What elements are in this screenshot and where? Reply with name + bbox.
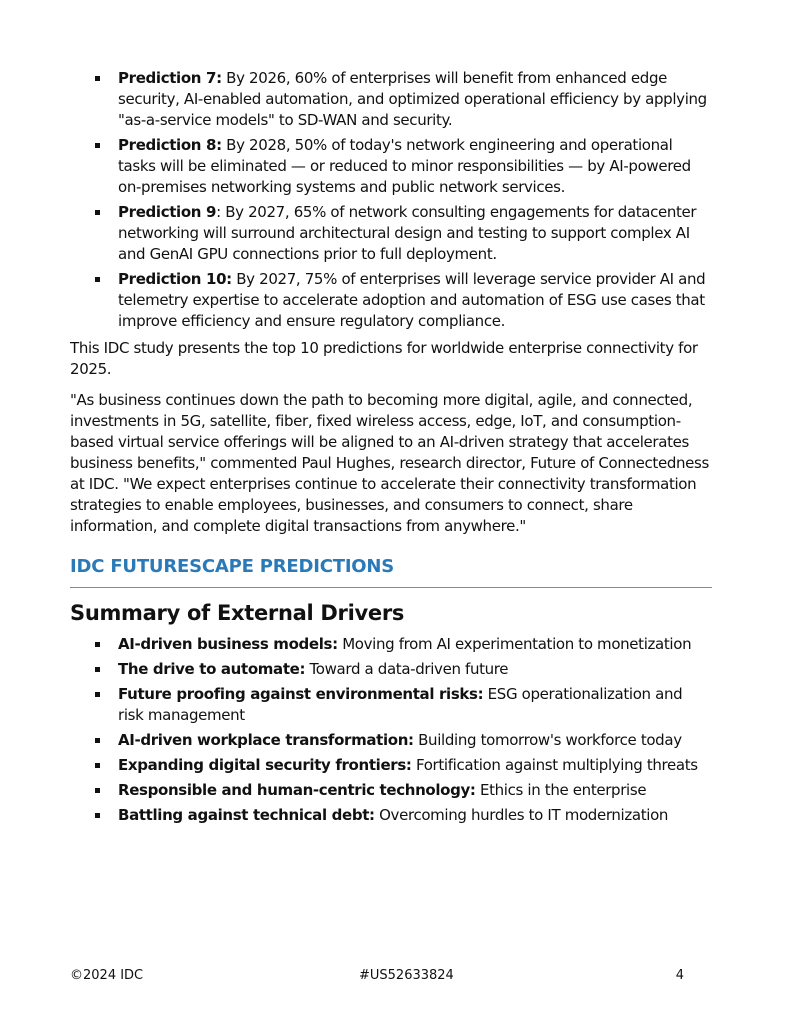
driver-item: [70, 755, 712, 776]
prediction-text: By 2028, 50% of today's network engineering and operational tasks will be eliminated — or reduced to minor responsibilities — by AI-powered on-premises networking systems and public network services.: [118, 136, 691, 196]
driver-item: [70, 634, 712, 655]
prediction-text: By 2026, 60% of enterprises will benefit from enhanced edge security, AI-enabled automation, and optimized operational efficiency by applying "as-a-service models" to SD-WAN and security.: [118, 69, 707, 129]
drivers-list: [70, 634, 712, 826]
square-bullet-icon: [95, 76, 100, 81]
driver-item: [70, 780, 712, 801]
square-bullet-icon: [95, 813, 100, 818]
analyst-quote-paragraph: "As business continues down the path to becoming more digital, agile, and connected, investments in 5G, satellite, fiber, fixed wireless access, edge, IoT, and consumption-based virtual service offerings will be aligned to an AI-driven strategy that accelerates business benefits," commented Paul Hughes, research director, Future of Connectedness at IDC. "We expect enterprises continue to accelerate their connectivity transformation strategies to enable employees, businesses, and consumers to connect, share information, and complete digital transactions from anywhere.": [70, 391, 709, 535]
driver-text: Ethics in the enterprise: [475, 781, 647, 799]
predictions-list: [70, 68, 712, 332]
prediction-item: [70, 202, 712, 265]
prediction-text: : By 2027, 65% of network consulting engagements for datacenter networking will surround architectural design and testing to support complex AI and GenAI GPU connections prior to full deployment.: [118, 203, 697, 263]
document-page: [70, 68, 712, 830]
footer-document-id: #US52633824: [359, 968, 454, 983]
driver-label: Battling against technical debt:: [118, 806, 375, 824]
driver-label: The drive to automate:: [118, 660, 306, 678]
driver-item: [70, 730, 712, 751]
square-bullet-icon: [95, 210, 100, 215]
prediction-item: [70, 135, 712, 198]
prediction-label: Prediction 7:: [118, 69, 222, 87]
prediction-item: [70, 68, 712, 131]
driver-label: Future proofing against environmental risks:: [118, 685, 484, 703]
square-bullet-icon: [95, 788, 100, 793]
driver-label: AI-driven business models:: [118, 635, 338, 653]
subsection-heading: Summary of External Drivers: [70, 601, 405, 625]
driver-label: Responsible and human-centric technology:: [118, 781, 476, 799]
driver-text: Moving from AI experimentation to monetization: [337, 635, 692, 653]
prediction-text: By 2027, 75% of enterprises will leverage service provider AI and telemetry expertise to accelerate adoption and automation of ESG use cases that improve efficiency and ensure regulatory compliance.: [118, 270, 706, 330]
square-bullet-icon: [95, 642, 100, 647]
driver-item: [70, 659, 712, 680]
driver-label: Expanding digital security frontiers:: [118, 756, 412, 774]
driver-text: ESG operationalization and risk management: [118, 685, 683, 724]
driver-item: [70, 805, 712, 826]
prediction-item: [70, 269, 712, 332]
driver-text: Overcoming hurdles to IT modernization: [374, 806, 669, 824]
footer-copyright: ©2024 IDC: [70, 968, 144, 983]
prediction-label: Prediction 10:: [118, 270, 232, 288]
driver-text: Fortification against multiplying threats: [411, 756, 698, 774]
square-bullet-icon: [95, 667, 100, 672]
driver-text: Building tomorrow's workforce today: [413, 731, 682, 749]
square-bullet-icon: [95, 763, 100, 768]
prediction-label: Prediction 8:: [118, 136, 222, 154]
study-intro-paragraph: This IDC study presents the top 10 predictions for worldwide enterprise connectivity for 2025.: [70, 339, 698, 378]
square-bullet-icon: [95, 738, 100, 743]
driver-text: Toward a data-driven future: [305, 660, 509, 678]
square-bullet-icon: [95, 143, 100, 148]
square-bullet-icon: [95, 277, 100, 282]
square-bullet-icon: [95, 692, 100, 697]
driver-item: [70, 684, 712, 726]
prediction-label: Prediction 9: [118, 203, 217, 221]
footer-page-number: 4: [675, 968, 684, 983]
driver-label: AI-driven workplace transformation:: [118, 731, 414, 749]
section-heading: IDC FUTURESCAPE PREDICTIONS: [70, 555, 712, 588]
